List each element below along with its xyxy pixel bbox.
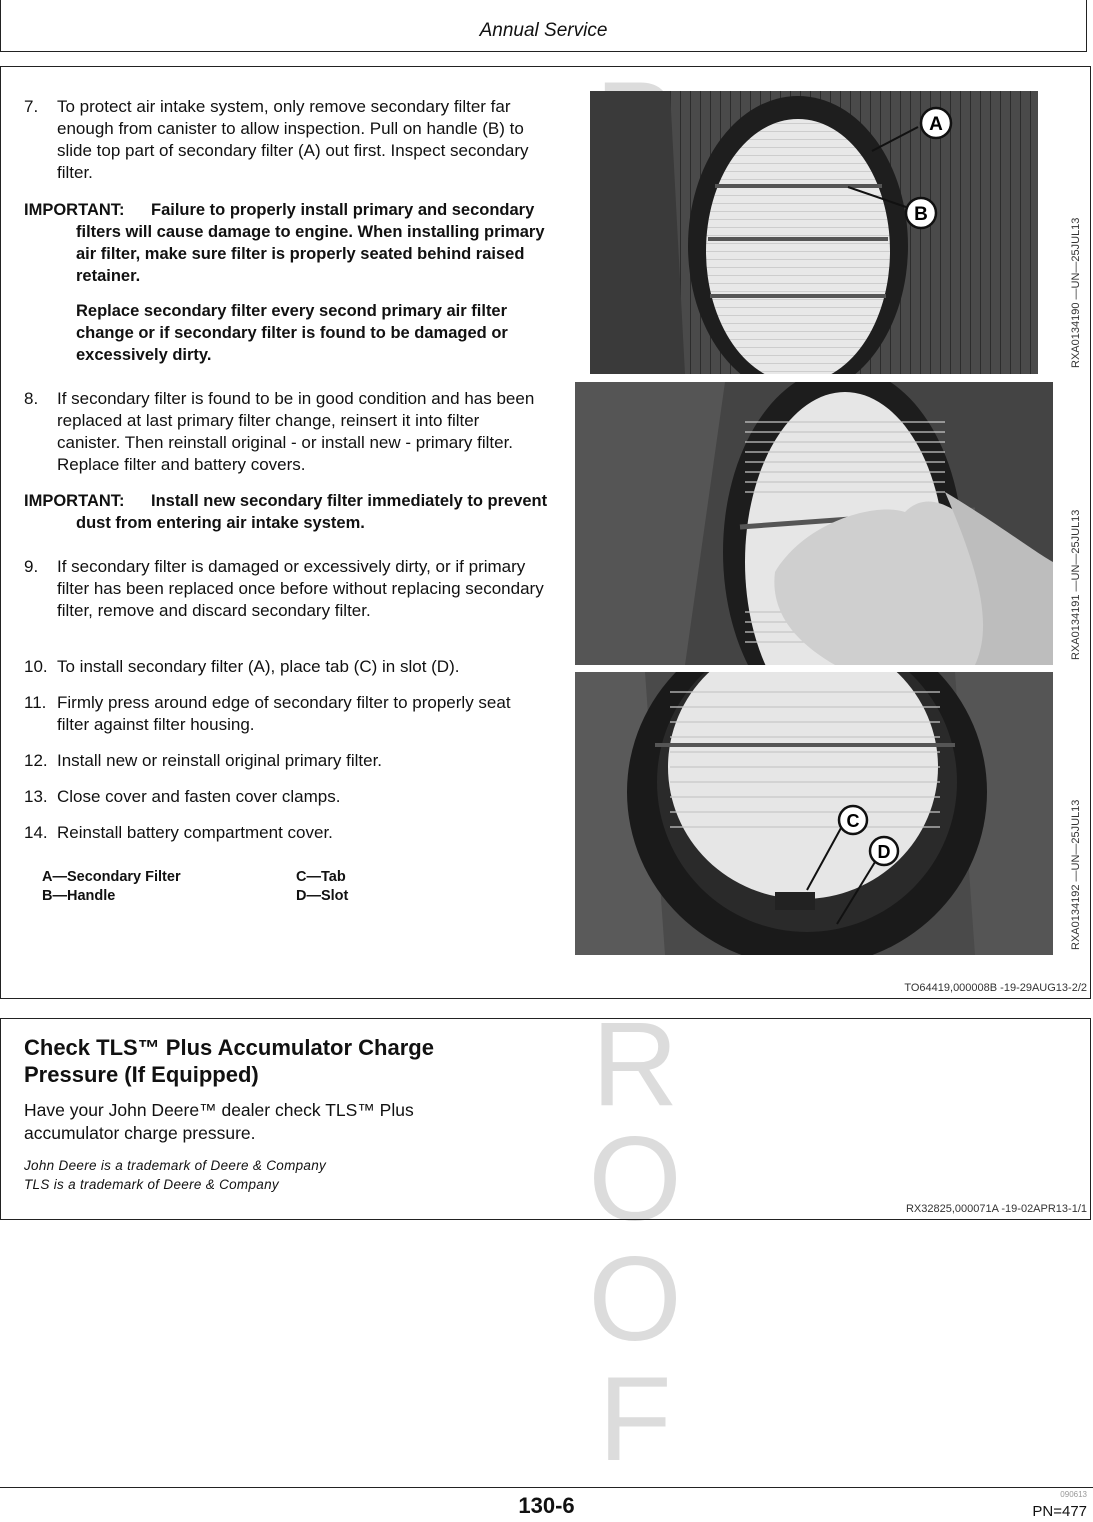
step-number: 12. [24,751,48,770]
legend-d: D—Slot [296,888,349,904]
step-text: If secondary filter is damaged or excessively dirty, or if primary filter has been replaced once before without replacing secondary filter, remove and discard secondary filter. [57,557,544,620]
step-number: 8. [24,389,39,408]
legend-b: B—Handle [42,888,116,904]
page-header [0,0,1087,52]
section-ref-2: RX32825,000071A -19-02APR13-1/1 [905,1203,1087,1215]
step-number: 10. [24,657,48,676]
important-text-span: Failure to properly install primary and secondary filters will cause damage to engine. When installing primary air filter, make sure filter is properly seated behind raised retainer. [76,201,545,285]
step-text: If secondary filter is found to be in good condition and has been replaced at last primary filter change, reinsert it into filter canister. Then reinstall original - or install new - primary filter. Replace filter and battery covers. [57,389,535,474]
legend-c: C—Tab [296,869,346,885]
step-number: 13. [24,787,48,806]
step-number: 11. [24,693,47,712]
watermark-letter: F [598,1352,672,1486]
important-text [76,199,561,287]
watermark-letter: O [588,1112,682,1246]
step-text: Reinstall battery compartment cover. [57,823,333,842]
important-label: IMPORTANT: [24,201,125,219]
legend-a: A—Secondary Filter [42,869,181,885]
footer-rule [0,1487,1093,1488]
step-number: 9. [24,557,39,576]
step-text: Close cover and fasten cover clamps. [57,787,341,806]
step-text: To install secondary filter (A), place tab (C) in slot (D). [57,657,460,676]
step-number: 14. [24,823,48,842]
important-text: Install new secondary filter immediately to prevent dust from entering air intake system. [76,492,548,532]
footer-date: 090613 [1060,1490,1087,1499]
section-heading: Check TLS™ Plus Accumulator Charge Pressure (If Equipped) [24,1035,434,1087]
important-label: IMPORTANT: [24,492,125,510]
callout-c: C [846,811,860,831]
step-text: To protect air intake system, only remove secondary filter far enough from canister to allow inspection. Pull on handle (B) to slide top part of secondary filter (A) out first. Inspect secondary filter. [57,97,529,182]
watermark-letter: O [588,1232,682,1366]
important-text-2: Replace secondary filter every second primary air filter change or if secondary filter is found to be damaged or excessively dirty. [76,302,508,364]
header-title: Annual Service [479,20,608,41]
part-number: PN=477 [1032,1503,1087,1520]
photo-code-3: RXA0134192 —UN—25JUL13 [1070,799,1082,950]
photo-code-1: RXA0134190 —UN—25JUL13 [1070,217,1082,368]
callout-d: D [877,842,891,862]
photo-code-2: RXA0134191 —UN—25JUL13 [1070,509,1082,660]
photo-filter-removal [590,91,1038,374]
callout-b: B [914,204,928,225]
trademark-note-1: John Deere is a trademark of Deere & Company [24,1158,327,1173]
step-text: Install new or reinstall original primary filter. [57,751,383,770]
trademark-note-2: TLS is a trademark of Deere & Company [24,1177,279,1192]
section-ref-1: TO64419,000008B -19-29AUG13-2/2 [904,982,1087,994]
watermark-letter: R [591,997,679,1131]
important-text-span [76,490,561,534]
page-number: 130-6 [518,1493,575,1518]
photo-filter-installation [575,672,1053,955]
callout-a: A [929,114,943,135]
step-number: 7. [24,97,39,116]
photo-filter-inspection [575,382,1053,665]
section-body: Have your John Deere™ dealer check TLS™ Plus accumulator charge pressure. [24,1100,414,1143]
step-text: Firmly press around edge of secondary filter to properly seat filter against filter housing. [57,693,511,734]
